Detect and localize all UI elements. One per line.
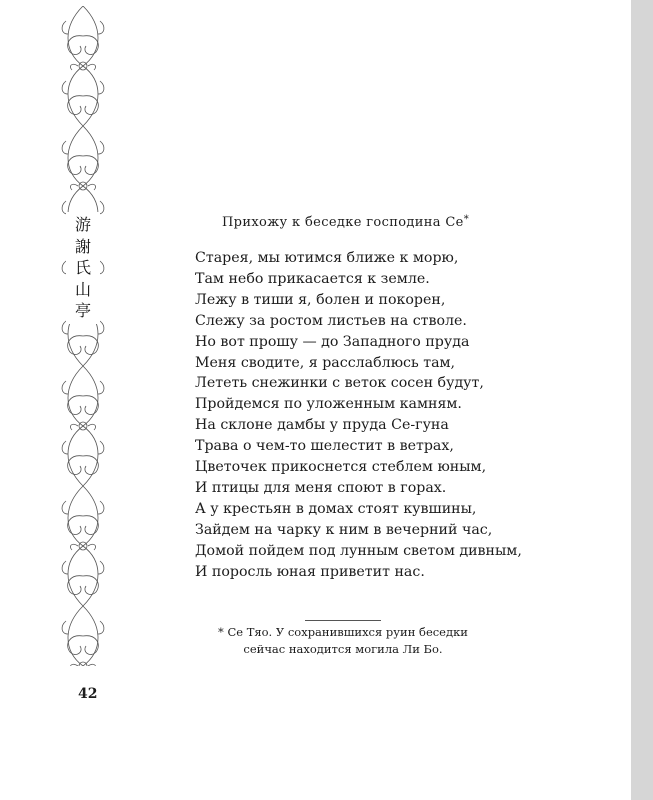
title-char: 山 (74, 279, 91, 299)
poem-line: А у крестьян в домах стоят кувшины, (195, 500, 477, 517)
poem-line: И птицы для меня споют в горах. (195, 479, 447, 496)
poem-line: Зайдем на чарку к ним в вечерний час, (195, 521, 493, 538)
page-edge-strip (631, 0, 653, 800)
poem-line: Слежу за ростом листьев на стволе. (195, 312, 467, 329)
poem-line: Лететь снежинки с веток сосен будут, (195, 375, 484, 392)
title-char: 謝 (74, 236, 91, 256)
poem-line: Там небо прикасается к земле. (195, 270, 430, 287)
poem-line: Лежу в тиши я, болен и покорен, (195, 291, 446, 308)
poem-line: На склоне дамбы у пруда Се-гуна (195, 417, 449, 434)
poem-title-text: Прихожу к беседке господина Се (222, 215, 464, 230)
title-char: 游 (74, 215, 91, 234)
poem-line: Цветочек прикоснется стеблем юным, (195, 459, 487, 476)
poem-line: Старея, мы ютимся ближе к морю, (195, 250, 459, 266)
vertical-chinese-title (66, 212, 100, 324)
poem-line: Трава о чем-то шелестит в ветрах, (195, 438, 454, 455)
poem-title (222, 214, 469, 230)
footnote-line: сейчас находится могила Ли Бо. (243, 641, 443, 656)
poem-line: Меня сводите, я расслаблюсь там, (195, 354, 456, 371)
poem-line: Но вот прошу — до Западного пруда (195, 333, 470, 350)
poem-line: И поросль юная приветит нас. (195, 563, 425, 580)
page-number: 42 (78, 686, 98, 702)
footnote-marker: * (463, 214, 470, 225)
poem-body (195, 248, 522, 583)
poem-line: Пройдемся по уложенным камням. (195, 396, 462, 413)
footnote-line: * Се Тяо. У сохранившихся руин беседки (218, 625, 468, 639)
footnote (200, 624, 486, 657)
footnote-divider (305, 620, 381, 621)
floral-border-ornament (58, 6, 108, 666)
title-char: 氏 (74, 258, 91, 277)
title-char: 亭 (74, 301, 91, 320)
poem-line: Домой пойдем под лунным светом дивным, (195, 542, 522, 559)
